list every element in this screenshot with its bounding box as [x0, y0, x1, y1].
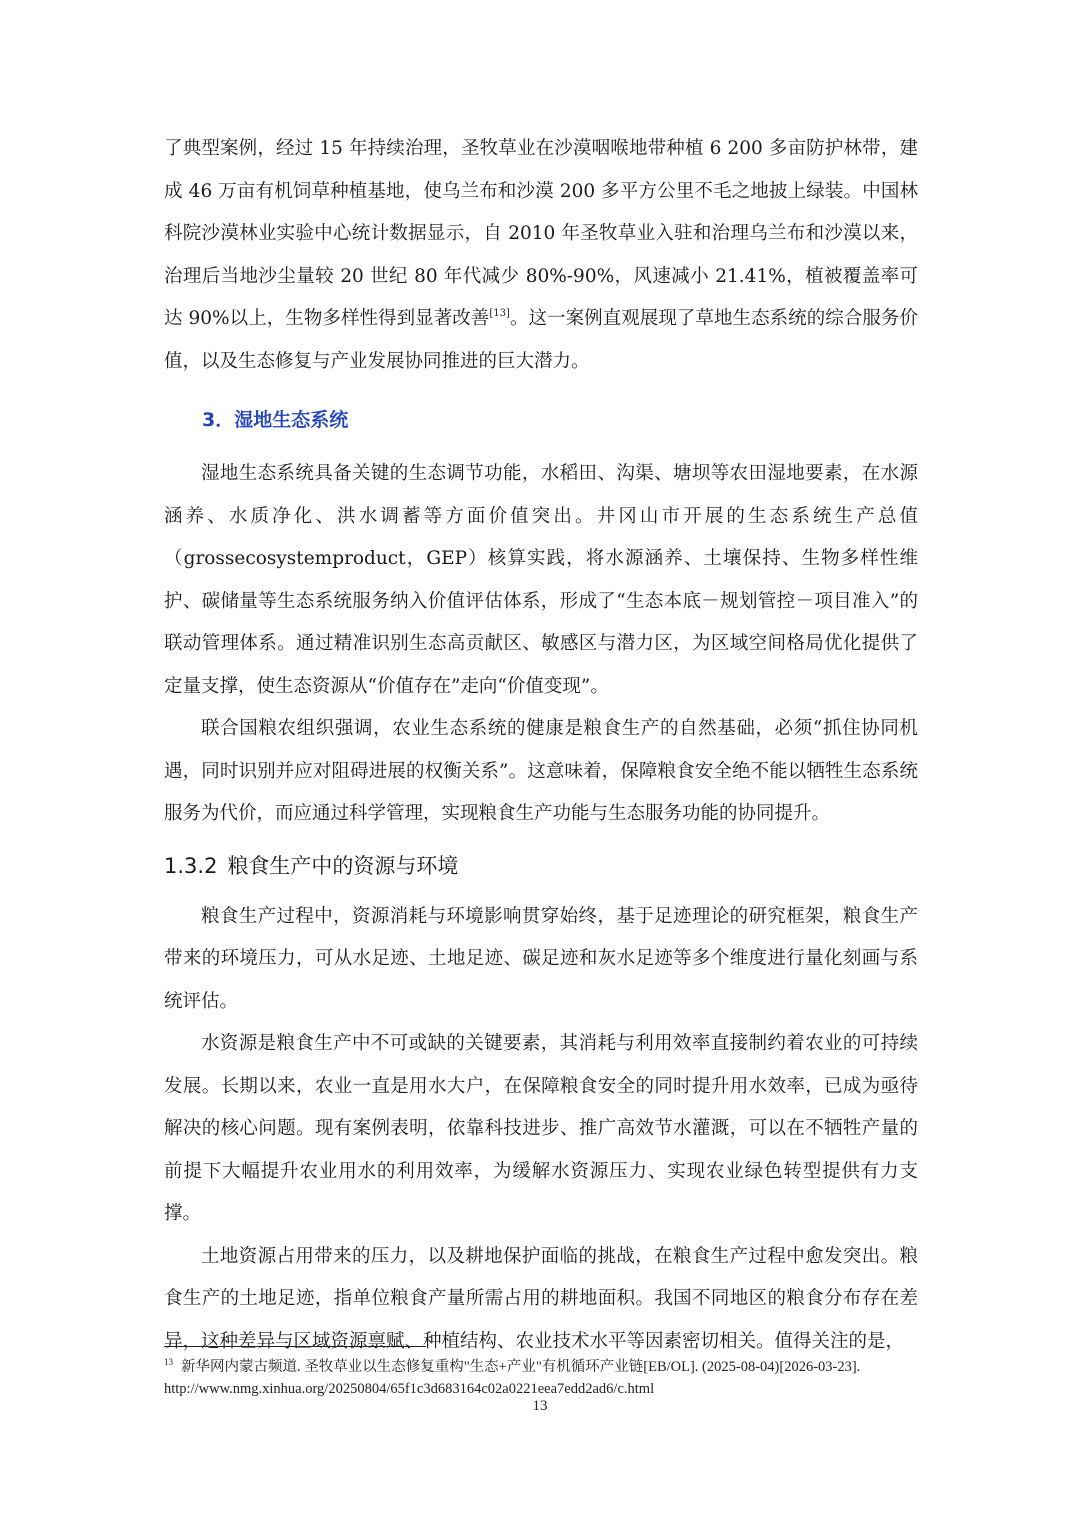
paragraph-text: 了典型案例，经过 15 年持续治理，圣牧草业在沙漠咽喉地带种植 6 200 多亩防护林带，建成 46 万亩有机饲草种植基地，使乌兰布和沙漠 200 多平方公里不毛之地披上绿装。中国林科院沙漠林业实验中心统计数据显示，自 2010 年圣牧草业入驻和治理乌兰布和沙漠以来，治理后当地沙尘量较 20 世纪 80 年代减少 80%-90%，风速减小 21.41%，植被覆盖率可达 90%以上，生物多样性得到显著改善 [164, 138, 918, 329]
paragraph-wetland: 湿地生态系统具备关键的生态调节功能，水稻田、沟渠、塘坝等农田湿地要素，在水源涵养、水质净化、洪水调蓄等方面价值突出。井冈山市开展的生态系统生产总值（grossecosystemproduct，GEP）核算实践，将水源涵养、土壤保持、生物多样性维护、碳储量等生态系统服务纳入价值评估体系，形成了“生态本底－规划管控－项目准入”的联动管理体系。通过精准识别生态高贡献区、敏感区与潜力区，为区域空间格局优化提供了定量支撑，使生态资源从“价值存在”走向“价值变现”。 [164, 463, 918, 697]
section-number: 1.3.2 [164, 853, 218, 878]
paragraph-fao: 联合国粮农组织强调，农业生态系统的健康是粮食生产的自然基础，必须“抓住协同机遇，同时识别并应对阻碍进展的权衡关系”。这意味着，保障粮食安全绝不能以牺牲生态系统服务为代价，而应通过科学管理，实现粮食生产功能与生态服务功能的协同提升。 [164, 718, 918, 824]
paragraph-text-tail: 。这一案例直观展现了草地生态系统的综合服务价值，以及生态修复与产业发展协同推进的巨大潜力。 [164, 308, 918, 372]
footnote-13 [164, 1356, 918, 1400]
paragraph-footprint: 粮食生产过程中，资源消耗与环境影响贯穿始终，基于足迹理论的研究框架，粮食生产带来的环境压力，可从水足迹、土地足迹、碳足迹和灰水足迹等多个维度进行量化刻画与系统评估。 [164, 905, 918, 1012]
paragraph-grassland-case [164, 128, 918, 383]
citation-ref-13[interactable]: [13] [489, 308, 510, 319]
section-heading-wetland: 3．湿地生态系统 [202, 409, 349, 431]
footnote-marker: 13 [164, 1357, 173, 1367]
paragraph-land: 土地资源占用带来的压力，以及耕地保护面临的挑战，在粮食生产过程中愈发突出。粮食生产的土地足迹，指单位粮食产量所需占用的耕地面积。我国不同地区的粮食分布存在差异，这种差异与区域资源禀赋、种植结构、农业技术水平等因素密切相关。值得关注的是， [164, 1245, 918, 1352]
page-number: 13 [532, 1398, 548, 1414]
footnote-text: 新华网内蒙古频道. 圣牧草业以生态修复重构"生态+产业"有机循环产业链[EB/OL]. (2025-08-04)[2026-03-23]. http://www.nmg.xinhua.org/20250804/65f1c3d683164c02a0221eea7edd2ad6/c.html [164, 1359, 861, 1397]
page-body [164, 128, 918, 1363]
paragraph-water: 水资源是粮食生产中不可或缺的关键要素，其消耗与利用效率直接制约着农业的可持续发展。长期以来，农业一直是用水大户，在保障粮食安全的同时提升用水效率，已成为亟待解决的核心问题。现有案例表明，依靠科技进步、推广高效节水灌溉，可以在不牺牲产量的前提下大幅提升农业用水的利用效率，为缓解水资源压力、实现农业绿色转型提供有力支撑。 [164, 1033, 918, 1224]
footnote-divider [164, 1346, 426, 1347]
section-title: 粮食生产中的资源与环境 [227, 853, 459, 878]
section-heading-resources [164, 848, 918, 884]
